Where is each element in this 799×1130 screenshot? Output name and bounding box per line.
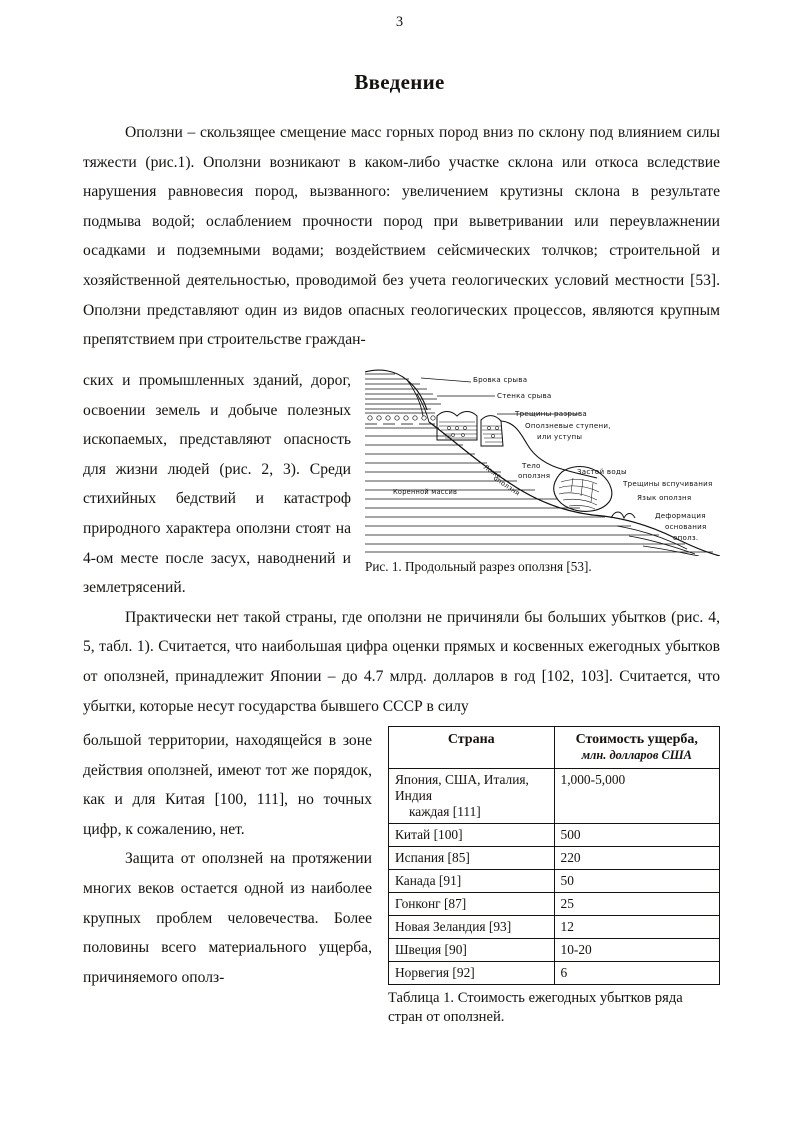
header-cost <box>554 727 720 769</box>
cell-country: Канада [91] <box>389 870 555 893</box>
cell-country: Норвегия [92] <box>389 962 555 985</box>
label-heave-cracks: Трещины вспучивания <box>623 479 713 488</box>
table-row <box>389 962 720 985</box>
table-row <box>389 893 720 916</box>
label-crown-edge: Бровка срыва <box>473 375 528 384</box>
label-landslide-steps-line1: Оползневые ступени, <box>525 421 611 430</box>
figure-1 <box>365 366 720 575</box>
cell-cost: 12 <box>554 916 720 939</box>
table-1-caption: Таблица 1. Стоимость ежегодных убытков ряда стран от оползней. <box>388 990 683 1025</box>
cell-cost: 10-20 <box>554 939 720 962</box>
paragraph-after-table: большой территории, находящейся в зоне действия оползней, имеют тот же порядок, как и для Китая [100, 111], но точных цифр, к сожалению, нет. <box>83 732 372 838</box>
label-tension-cracks: Трещины разрыва <box>515 409 587 418</box>
cell-cost: 1,000-5,000 <box>554 769 720 824</box>
header-cost-main: Стоимость ущерба, <box>575 732 698 747</box>
page-title: Введение <box>354 70 445 95</box>
table-row <box>389 769 720 824</box>
table-header-row <box>389 727 720 769</box>
table-row <box>389 939 720 962</box>
label-body-line2: оползня <box>518 471 551 480</box>
cell-cost: 6 <box>554 962 720 985</box>
paragraph-intro: Оползни – скользящее смещение масс горных пород вниз по склону под влиянием силы тяжести (рис.1). Оползни возникают в каком-либо участке склона или откоса вследствие нарушения равновесия пород, вызванного: увеличением крутизны склона в результате подмыва водой; ослаблением прочности пород при выветривании или переувлажнении осадками и подземными водами; воздействием сейсмических толчков; строительной и хозяйственной деятельностью, проводимой без учета геологических условий местности [53]. Оползни представляют один из видов опасных геологических процессов, являются крупным препятствием при строительстве граждан- <box>83 124 720 349</box>
paragraph-after-figure: ских и промышленных зданий, дорог, освоении земель и добыче полезных ископаемых, представляют опасность для жизни людей (рис. 2, 3). Среди стихийных бедствий и катастроф природного характера оползни стоят на 4-ом месте после засух, наводнений и землетрясений. <box>83 372 351 597</box>
cell-country: Новая Зеландия [93] <box>389 916 555 939</box>
cell-cost: 220 <box>554 847 720 870</box>
table-text-wrap-region <box>83 726 720 1029</box>
figure-1-caption: Рис. 1. Продольный разрез оползня [53]. <box>365 559 592 574</box>
landslide-cross-section-diagram <box>365 366 720 556</box>
cell-country: Швеция [90] <box>389 939 555 962</box>
paragraph-second: Практически нет такой страны, где оползни не причиняли бы больших убытков (рис. 4, 5, табл. 1). Считается, что наибольшая цифра оценки прямых и косвенных ежегодных убытков от оползней, принадлежит Японии – до 4.7 млрд. долларов в год [102, 103]. Считается, что убытки, которые несут государства бывшего СССР в силу <box>83 608 720 715</box>
cell-country-line2: каждая [111] <box>409 804 481 819</box>
damage-cost-table <box>388 726 720 985</box>
page-number: 3 <box>395 14 404 30</box>
figure-text-wrap-region <box>83 366 720 721</box>
paragraph-protection: Защита от оползней на протяжении многих веков остается одной из наиболее крупных проблем человечества. Более половины всего материального ущерба, причиняемого ополз- <box>83 850 372 986</box>
table-body <box>389 769 720 985</box>
label-bedrock: Коренной массив <box>393 488 458 496</box>
figure-1-image <box>365 366 720 556</box>
label-scarp: Стенка срыва <box>497 391 552 400</box>
cell-cost: 25 <box>554 893 720 916</box>
label-base-deformation-line3: ополз. <box>673 533 699 542</box>
label-toe-tongue: Язык оползня <box>637 493 692 502</box>
cell-country: Гонконг [87] <box>389 893 555 916</box>
cell-cost: 500 <box>554 824 720 847</box>
label-base-deformation-line2: основания <box>665 522 707 531</box>
table-row <box>389 870 720 893</box>
table-row <box>389 916 720 939</box>
table-row <box>389 847 720 870</box>
label-water-stagnation: Застой воды <box>577 467 627 476</box>
label-slip-surface-line2: оползня <box>491 474 522 498</box>
cell-country: Испания [85] <box>389 847 555 870</box>
table-row <box>389 824 720 847</box>
label-slip-surface-line1: Ложе <box>481 463 503 481</box>
cell-country-line1: Япония, США, Италия, Индия <box>395 772 529 803</box>
header-country: Страна <box>389 727 555 769</box>
label-landslide-steps-line2: или уступы <box>537 432 583 441</box>
header-cost-sub: млн. долларов США <box>581 748 692 762</box>
label-body-line1: Тело <box>522 461 541 470</box>
cell-country <box>389 769 555 824</box>
label-base-deformation-line1: Деформация <box>655 511 706 520</box>
cell-country: Китай [100] <box>389 824 555 847</box>
cell-cost: 50 <box>554 870 720 893</box>
table-1 <box>388 726 720 1027</box>
